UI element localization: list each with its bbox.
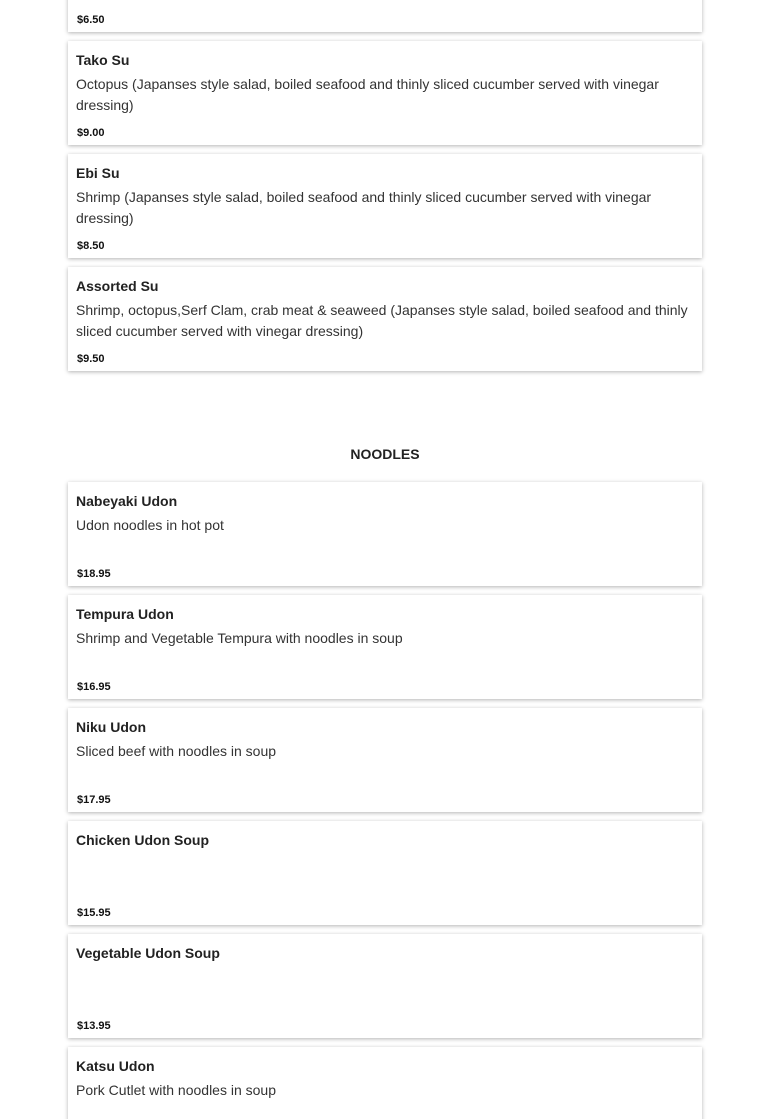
menu-item-card-tempura-udon[interactable] — [68, 595, 702, 699]
menu-item-description: Shrimp and Vegetable Tempura with noodles in soup — [76, 630, 403, 646]
menu-item-price: $15.95 — [77, 907, 111, 919]
menu-item-card-nabeyaki-udon[interactable] — [68, 482, 702, 586]
menu-item-price: $8.50 — [77, 240, 105, 252]
menu-item-price: $16.95 — [77, 681, 111, 693]
menu-item-price: $9.00 — [77, 127, 105, 139]
menu-item-name: Chicken Udon Soup — [76, 832, 209, 848]
menu-item-name: Katsu Udon — [76, 1058, 155, 1074]
menu-item-card-tako-su[interactable] — [68, 41, 702, 145]
menu-item-card[interactable] — [68, 0, 702, 32]
menu-item-name: Tempura Udon — [76, 606, 174, 622]
menu-item-name: Niku Udon — [76, 719, 146, 735]
menu-item-price: $13.95 — [77, 1020, 111, 1032]
menu-item-price: $17.95 — [77, 794, 111, 806]
menu-item-name: Tako Su — [76, 52, 130, 68]
menu-item-price: $6.50 — [77, 14, 105, 26]
menu-item-card-niku-udon[interactable] — [68, 708, 702, 812]
menu-item-card-ebi-su[interactable] — [68, 154, 702, 258]
menu-item-description: Shrimp (Japanses style salad, boiled seafood and thinly sliced cucumber served with vinegar dressing) — [76, 189, 652, 226]
menu-item-card-vegetable-udon-soup[interactable] — [68, 934, 702, 1038]
menu-item-name: Nabeyaki Udon — [76, 493, 178, 509]
menu-item-card-assorted-su[interactable] — [68, 267, 702, 371]
menu-item-description: Shrimp, octopus,Serf Clam, crab meat & seaweed (Japanses style salad, boiled seafood and thinly sliced cucumber served with vinegar dressing) — [76, 302, 688, 339]
menu-item-card-katsu-udon[interactable] — [68, 1047, 702, 1119]
menu-item-description: Octopus (Japanses style salad, boiled seafood and thinly sliced cucumber served with vinegar dressing) — [76, 76, 659, 113]
menu-item-name: Vegetable Udon Soup — [76, 945, 220, 961]
menu-item-description: Udon noodles in hot pot — [76, 517, 224, 533]
section-title-noodles: NOODLES — [350, 446, 420, 462]
menu-item-name: Assorted Su — [76, 278, 159, 294]
menu-item-card-chicken-udon-soup[interactable] — [68, 821, 702, 925]
menu-item-description: Pork Cutlet with noodles in soup — [76, 1082, 276, 1098]
menu-item-name: Ebi Su — [76, 165, 120, 181]
menu-item-price: $9.50 — [77, 353, 105, 365]
menu-item-price: $18.95 — [77, 568, 111, 580]
menu-item-description: Sliced beef with noodles in soup — [76, 743, 277, 759]
